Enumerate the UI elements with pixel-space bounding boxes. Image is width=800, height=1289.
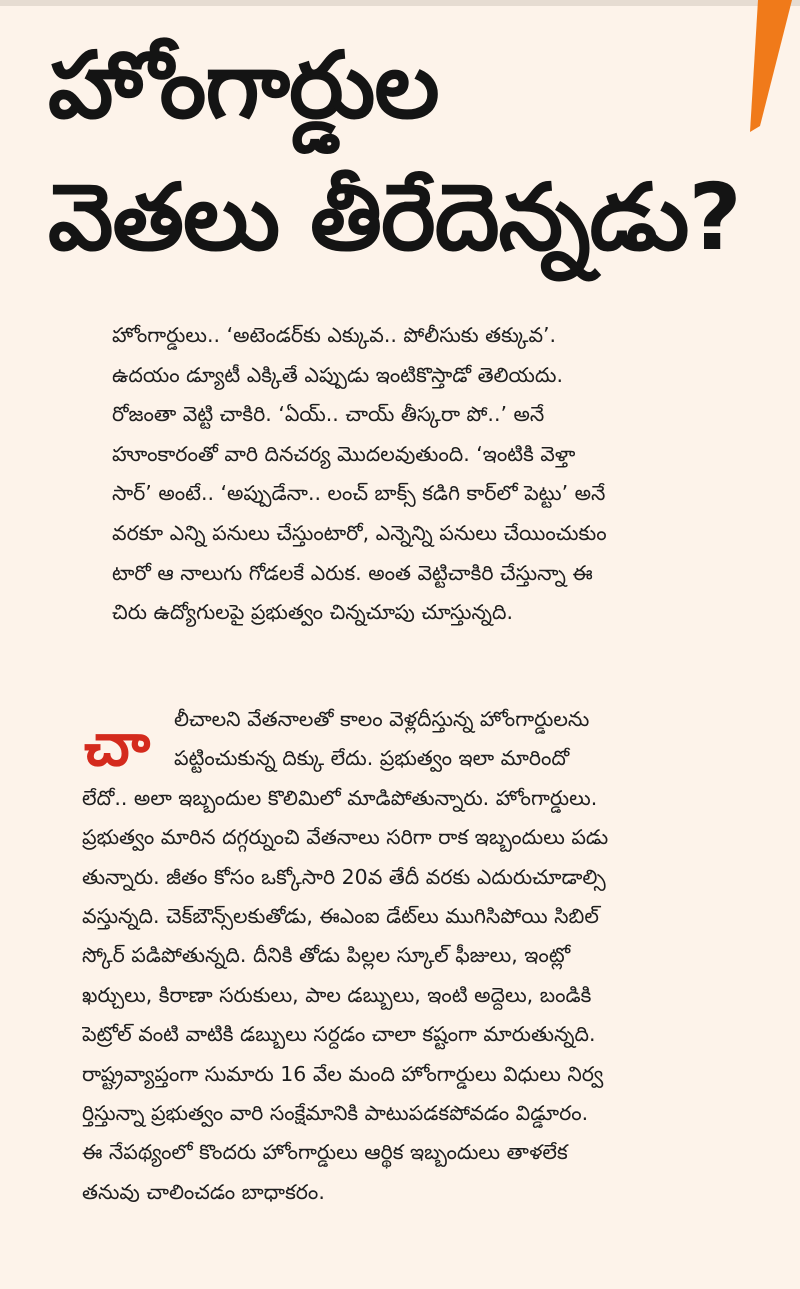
drop-cap: చా (84, 710, 151, 780)
orange-accent-stroke (680, 0, 800, 140)
headline-line-2: వెతలు తీరేదెన్నడు? (48, 164, 741, 271)
body-line: ప్రభుత్వం మారిన దగ్గర్నుంచి వేతనాలు సరిగా రాక ఇబ్బందులు పడు (82, 825, 609, 850)
body-line: ఖర్చులు, కిరాణా సరుకులు, పాల డబ్బులు, ఇంటి అద్దెలు, బండికి (82, 982, 592, 1007)
intro-line: రోజంతా వెట్టి చాకిరి. ‘ఏయ్‌.. చాయ్‌ తీస్కరా పో..’ అనే (112, 402, 545, 427)
body-line: వస్తున్నది. చెక్‌బౌన్స్‌లకుతోడు, ఈఎంఐ డేట్‌లు ముగిసిపోయి సిబిల్‌ (82, 904, 599, 929)
intro-line: హూంకారంతో వారి దినచర్య మొదలవుతుంది. ‘ఇంటికి వెళ్తా (112, 441, 576, 466)
intro-line: టారో ఆ నాలుగు గోడలకే ఎరుక. అంత వెట్టిచాకిరి చేస్తున్నా ఈ (112, 560, 593, 585)
article-headline (48, 20, 741, 284)
intro-line: వరకూ ఎన్ని పనులు చేస్తుంటారో, ఎన్నెన్ని పనులు చేయించుకుం (112, 520, 607, 545)
article-intro (112, 316, 752, 633)
body-line: రాష్ట్రవ్యాప్తంగా సుమారు 16 వేల మంది హోంగార్డులు విధులు నిర్వ (82, 1061, 604, 1086)
body-line: పెట్రోల్‌ వంటి వాటికి డబ్బులు సర్దడం చాలా కష్టంగా మారుతున్నది. (82, 1022, 596, 1047)
body-line: స్కోర్‌ పడిపోతున్నది. దీనికి తోడు పిల్లల స్కూల్‌ ఫీజులు, ఇంట్లో (82, 943, 571, 968)
intro-line: సార్‌’ అంటే.. ‘అప్పుడేనా.. లంచ్‌ బాక్స్‌ కడిగి కార్‌లో పెట్టు’ అనే (112, 481, 606, 506)
body-line: తున్నారు. జీతం కోసం ఒక్కోసారి 20వ తేదీ వరకు ఎదురుచూడాల్సి (82, 864, 606, 889)
intro-line: హోంగార్డులు.. ‘అటెండర్‌కు ఎక్కువ.. పోలీసుకు తక్కువ’. (112, 323, 557, 347)
article-body (82, 700, 762, 1212)
body-line: ఈ నేపథ్యంలో కొందరు హోంగార్డులు ఆర్థిక ఇబ్బందులు తాళలేక (82, 1140, 568, 1165)
intro-line: చిరు ఉద్యోగులపై ప్రభుత్వం చిన్నచూపు చూస్తున్నది. (112, 600, 513, 625)
intro-line: ఉదయం డ్యూటీ ఎక్కితే ఎప్పుడు ఇంటికొస్తాడో తెలియదు. (112, 362, 564, 387)
headline-line-1: హోంగార్డుల (48, 32, 439, 139)
body-line: పట్టించుకున్న దిక్కు లేదు. ప్రభుత్వం ఇలా మారిందో (174, 746, 570, 771)
body-line: లేదో.. అలా ఇబ్బందుల కొలిమిలో మాడిపోతున్నారు. హోంగార్డులు. (82, 785, 598, 810)
body-line: ర్తిస్తున్నా ప్రభుత్వం వారి సంక్షేమానికి పాటుపడకపోవడం విడ్డూరం. (82, 1101, 589, 1126)
body-line: తనువు చాలించడం బాధాకరం. (82, 1179, 325, 1204)
body-line: లీచాలని వేతనాలతో కాలం వెళ్లదీస్తున్న హోంగార్డులను (174, 707, 590, 731)
